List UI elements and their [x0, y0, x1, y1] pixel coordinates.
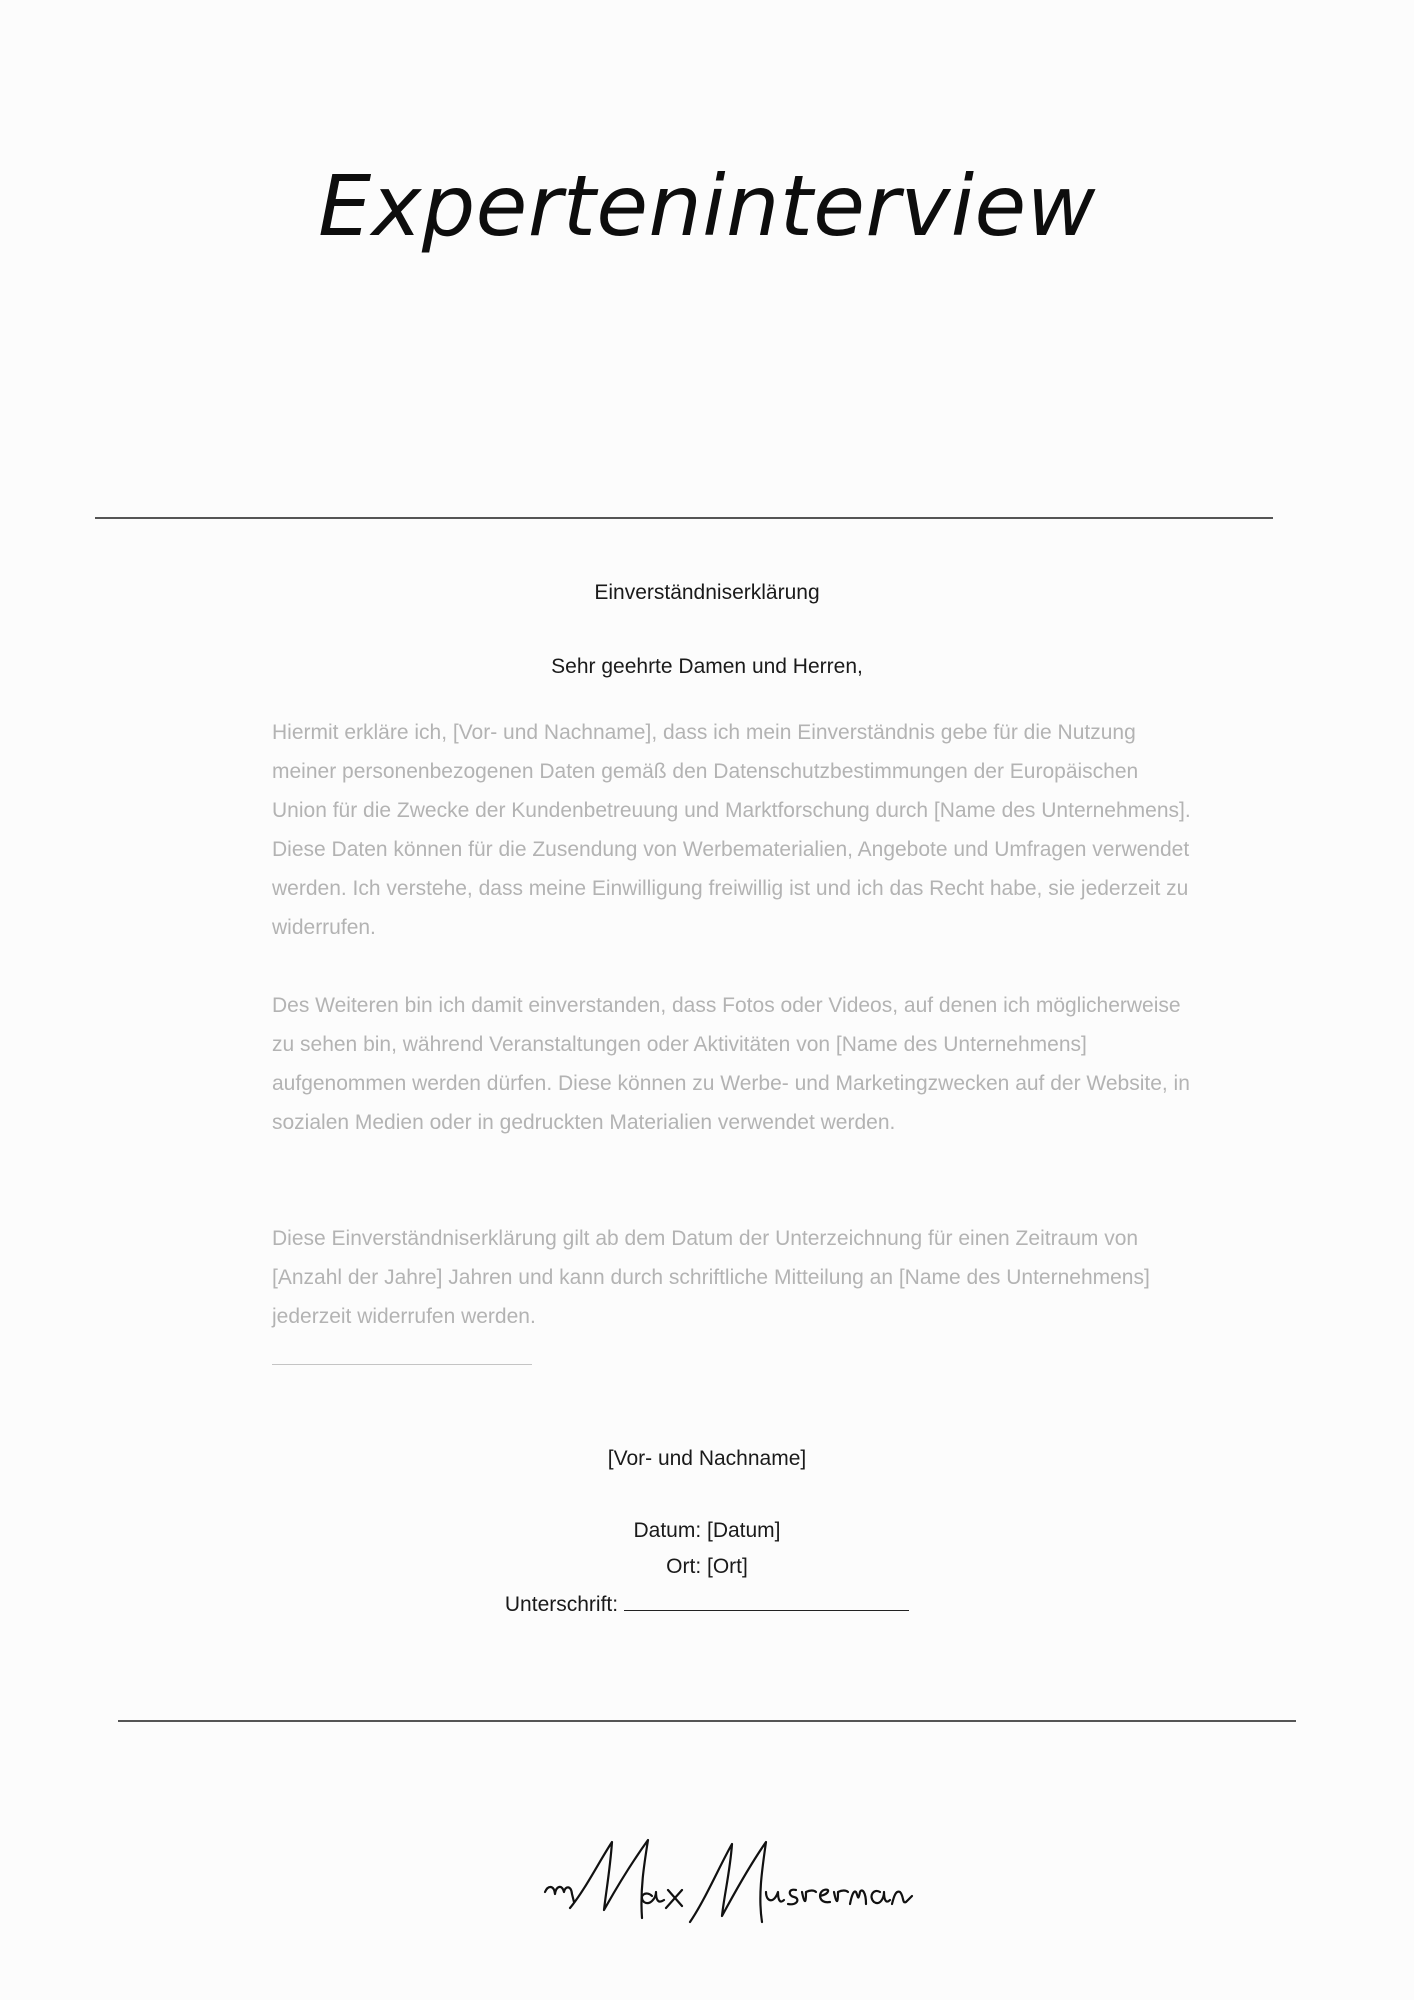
bottom-divider: [118, 1720, 1296, 1722]
document-title: Experteninterview: [318, 157, 1096, 255]
short-divider: [272, 1364, 532, 1365]
signature-blank: [624, 1592, 909, 1611]
consent-heading: Einverständniserklärung: [594, 581, 820, 604]
paragraph-media-consent: Des Weiteren bin ich damit einverstanden, dass Fotos oder Videos, auf denen ich möglicherweise zu sehen bin, während Veranstaltungen oder Aktivitäten von [Name des Unternehmens] aufgenommen werden dürfen. Diese können zu Werbe- und Marketingzwecken auf der Website, in sozialen Medien oder in gedruckten Materialien verwendet werden.: [272, 994, 1190, 1134]
signature-label: Unterschrift:: [504, 1593, 619, 1616]
name-placeholder: [Vor- und Nachname]: [607, 1447, 807, 1470]
signature-field: [0, 1592, 1414, 1615]
handwritten-signature-image: [540, 1830, 920, 1940]
paragraph-data-consent: Hiermit erkläre ich, [Vor- und Nachname], dass ich mein Einverständnis gebe für die Nutzung meiner personenbezogenen Daten gemäß den Datenschutzbestimmungen der Europäischen Union für die Zwecke der Kundenbetreuung und Marktforschung durch [Name des Unternehmens]. Diese Daten können für die Zusendung von Werbematerialien, Angebote und Umfragen verwendet werden. Ich verstehe, dass meine Einwilligung freiwillig ist und ich das Recht habe, sie jederzeit zu widerrufen.: [272, 721, 1191, 939]
salutation: Sehr geehrte Damen und Herren,: [551, 655, 863, 678]
top-divider: [95, 517, 1273, 519]
place-line: Ort: [Ort]: [666, 1555, 748, 1578]
date-line: Datum: [Datum]: [633, 1519, 781, 1542]
paragraph-validity: Diese Einverständniserklärung gilt ab dem Datum der Unterzeichnung für einen Zeitraum von [Anzahl der Jahre] Jahren und kann durch schriftliche Mitteilung an [Name des Unternehmens] jederzeit widerrufen werden.: [272, 1227, 1150, 1328]
